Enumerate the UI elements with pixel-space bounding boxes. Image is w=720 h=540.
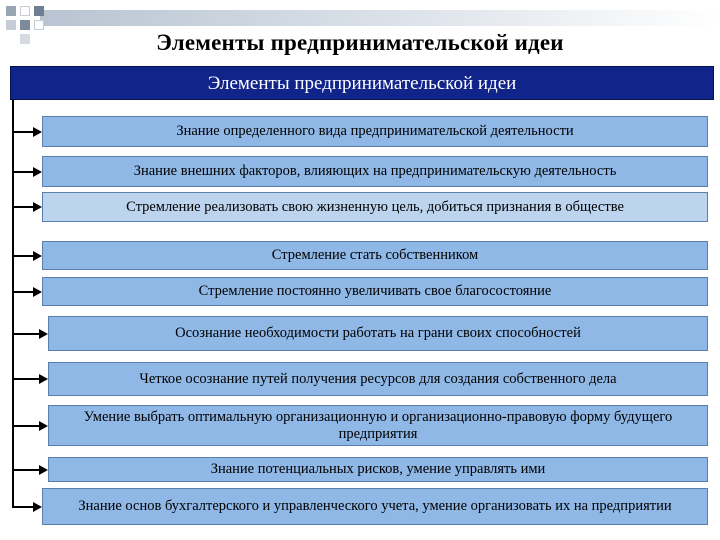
decorative-square: [34, 6, 44, 16]
connector-arrow-icon: [39, 465, 48, 475]
connector-arrow-icon: [33, 127, 42, 137]
element-box: Осознание необходимости работать на грани своих способностей: [48, 316, 708, 351]
connector-arrow-icon: [39, 374, 48, 384]
connector-line: [13, 425, 40, 427]
element-box: Знание основ бухгалтерского и управленческого учета, умение организовать их на предприятии: [42, 488, 708, 525]
connector-arrow-icon: [33, 502, 42, 512]
connector-line: [13, 255, 34, 257]
connector-arrow-icon: [33, 167, 42, 177]
connector-arrow-icon: [33, 202, 42, 212]
decorative-square: [6, 20, 16, 30]
decorative-square: [6, 6, 16, 16]
element-box: Знание внешних факторов, влияющих на предпринимательскую деятельность: [42, 156, 708, 187]
decorative-band: [40, 10, 720, 26]
connector-line: [13, 171, 34, 173]
decorative-square: [20, 20, 30, 30]
decorative-square: [34, 20, 44, 30]
diagram-header: Элементы предпринимательской идеи: [10, 66, 714, 100]
element-box: Стремление постоянно увеличивать свое благосостояние: [42, 277, 708, 306]
connector-arrow-icon: [33, 287, 42, 297]
connector-line: [13, 131, 34, 133]
connector-line: [13, 506, 34, 508]
element-box: Стремление реализовать свою жизненную цель, добиться признания в обществе: [42, 192, 708, 222]
element-box: Знание определенного вида предпринимательской деятельности: [42, 116, 708, 147]
connector-line: [13, 206, 34, 208]
connector-line: [13, 291, 34, 293]
connector-line: [13, 333, 40, 335]
element-box: Стремление стать собственником: [42, 241, 708, 270]
page-title: Элементы предпринимательской идеи: [156, 30, 564, 55]
connector-arrow-icon: [33, 251, 42, 261]
connector-line: [13, 378, 40, 380]
connector-arrow-icon: [39, 421, 48, 431]
connector-line: [13, 469, 40, 471]
decorative-square: [20, 6, 30, 16]
element-box: Четкое осознание путей получения ресурсов для создания собственного дела: [48, 362, 708, 396]
element-box: Знание потенциальных рисков, умение управлять ими: [48, 457, 708, 482]
connector-arrow-icon: [39, 329, 48, 339]
diagram-spine: [12, 100, 14, 508]
element-box: Умение выбрать оптимальную организационную и организационно-правовую форму будущего предприятия: [48, 405, 708, 446]
